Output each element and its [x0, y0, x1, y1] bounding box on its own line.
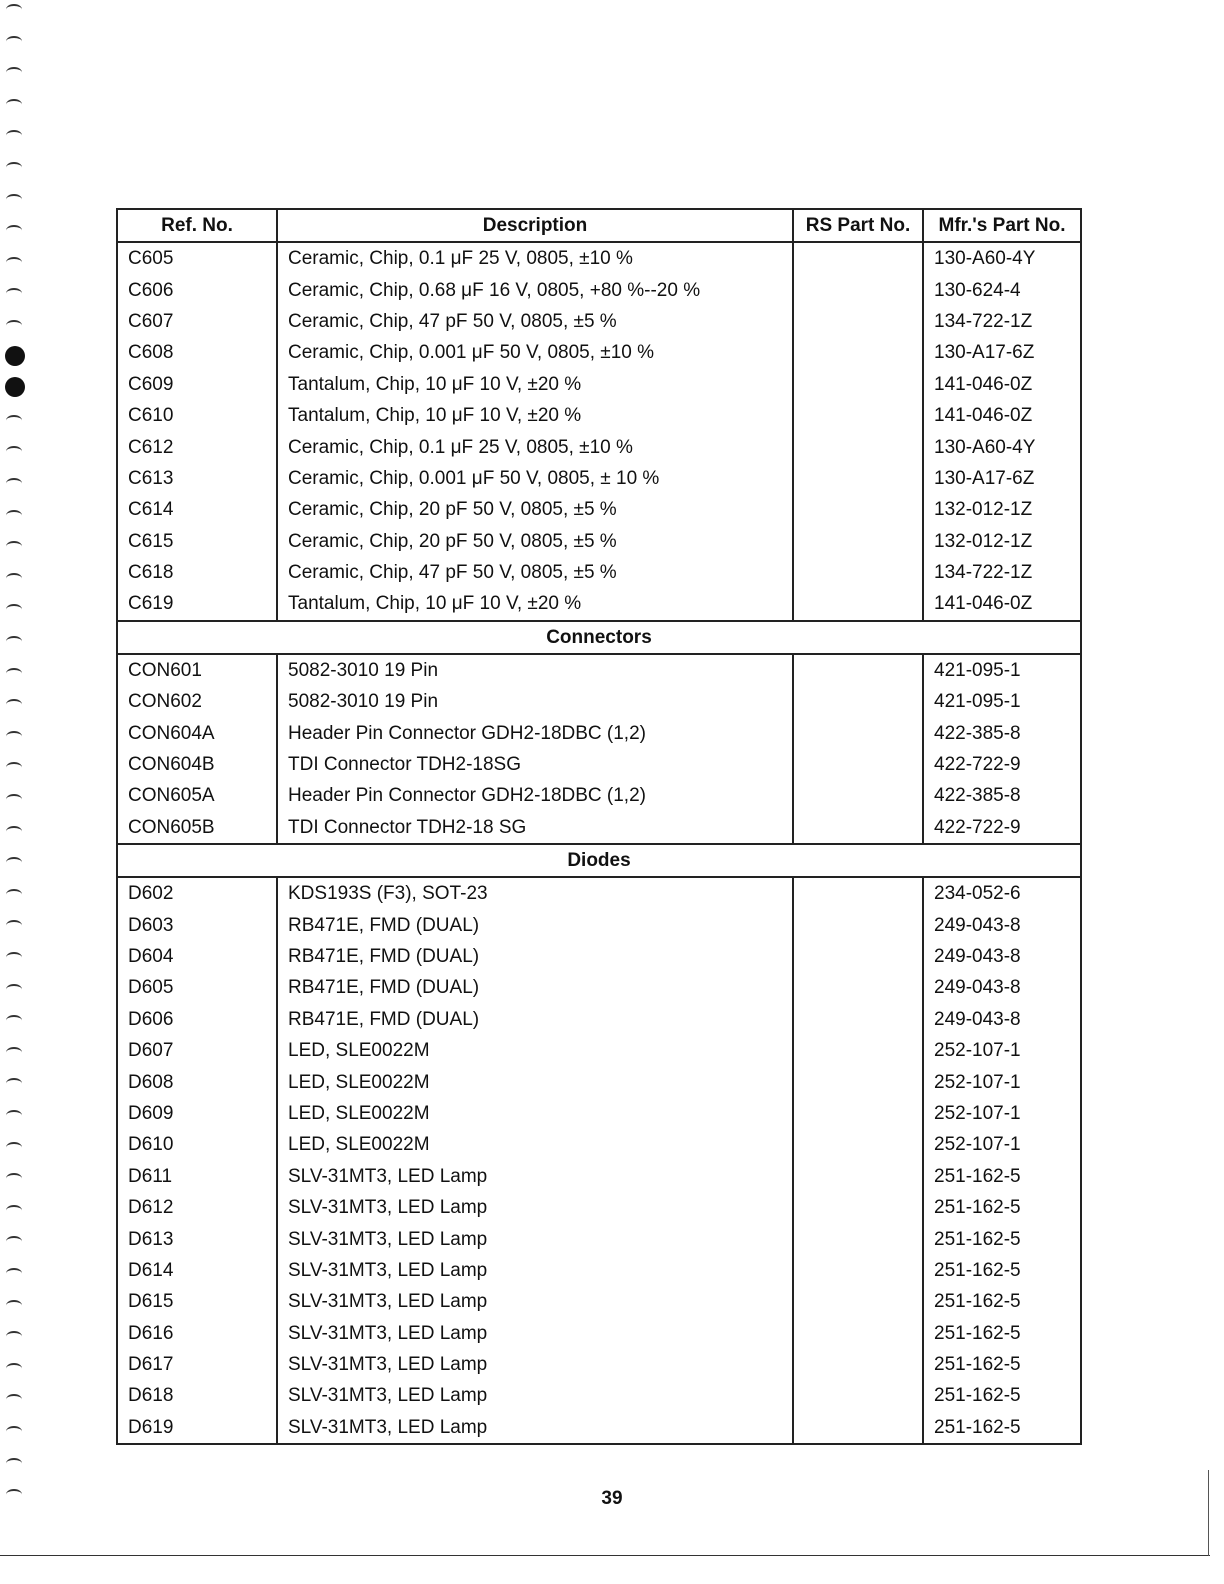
binding-coil [6, 225, 22, 236]
binding-coil [6, 1363, 22, 1374]
ref-no-cell: D615 [117, 1286, 277, 1317]
ref-no-cell: C618 [117, 557, 277, 588]
table-row [117, 1380, 1081, 1411]
mfr-part-no-cell: 249-043-8 [923, 1004, 1081, 1035]
table-row [117, 1286, 1081, 1317]
binding-coil [6, 36, 22, 47]
binding-coil [6, 1268, 22, 1279]
table-row [117, 972, 1081, 1003]
mfr-part-no-cell: 134-722-1Z [923, 557, 1081, 588]
ref-no-cell: D619 [117, 1412, 277, 1444]
rs-part-no-cell [793, 274, 923, 305]
rs-part-no-cell [793, 400, 923, 431]
rs-part-no-cell [793, 1098, 923, 1129]
binding-coil [6, 67, 22, 78]
mfr-part-no-cell: 249-043-8 [923, 941, 1081, 972]
binding-coil [6, 573, 22, 584]
table-row [117, 588, 1081, 620]
ref-no-cell: D602 [117, 877, 277, 909]
table-row [117, 1004, 1081, 1035]
ref-no-cell: CON605A [117, 780, 277, 811]
table-header-row [117, 209, 1081, 242]
mfr-part-no-cell: 421-095-1 [923, 654, 1081, 686]
rs-part-no-cell [793, 1286, 923, 1317]
page-bottom-rule [0, 1555, 1210, 1556]
table-row [117, 1098, 1081, 1129]
parts-list-table [116, 208, 1082, 1445]
binding-coil [6, 920, 22, 931]
description-cell: 5082-3010 19 Pin [277, 686, 793, 717]
description-cell: SLV-31MT3, LED Lamp [277, 1318, 793, 1349]
binding-coil [6, 984, 22, 995]
binding-coil [6, 794, 22, 805]
description-cell: TDI Connector TDH2-18 SG [277, 812, 793, 844]
description-cell: SLV-31MT3, LED Lamp [277, 1349, 793, 1380]
table-row [117, 941, 1081, 972]
rs-part-no-cell [793, 431, 923, 462]
description-cell: LED, SLE0022M [277, 1066, 793, 1097]
binding-coil [6, 415, 22, 426]
table-row [117, 812, 1081, 844]
ref-no-cell: D614 [117, 1255, 277, 1286]
ref-no-cell: C613 [117, 463, 277, 494]
description-cell: Ceramic, Chip, 47 pF 50 V, 0805, ±5 % [277, 306, 793, 337]
table-row [117, 337, 1081, 368]
ref-no-cell: D607 [117, 1035, 277, 1066]
binding-coil [6, 826, 22, 837]
mfr-part-no-cell: 252-107-1 [923, 1098, 1081, 1129]
rs-part-no-cell [793, 780, 923, 811]
column-header-mfr-part-no: Mfr.'s Part No. [923, 209, 1081, 242]
binding-coil [6, 510, 22, 521]
binding-coil [6, 1300, 22, 1311]
binding-punch-hole [5, 377, 25, 397]
binding-coil [6, 1458, 22, 1469]
rs-part-no-cell [793, 1004, 923, 1035]
binding-coil [6, 889, 22, 900]
binding-coil [6, 1426, 22, 1437]
description-cell: Ceramic, Chip, 20 pF 50 V, 0805, ±5 % [277, 494, 793, 525]
binding-coil [6, 257, 22, 268]
mfr-part-no-cell: 251-162-5 [923, 1255, 1081, 1286]
rs-part-no-cell [793, 909, 923, 940]
section-heading-row [117, 621, 1081, 654]
table-row [117, 877, 1081, 909]
binding-coil [6, 99, 22, 110]
description-cell: Ceramic, Chip, 0.001 μF 50 V, 0805, ±10 % [277, 337, 793, 368]
binding-coil [6, 1394, 22, 1405]
binding-coil [6, 1047, 22, 1058]
ref-no-cell: CON601 [117, 654, 277, 686]
description-cell: 5082-3010 19 Pin [277, 654, 793, 686]
ref-no-cell: C610 [117, 400, 277, 431]
ref-no-cell: CON605B [117, 812, 277, 844]
ref-no-cell: D617 [117, 1349, 277, 1380]
rs-part-no-cell [793, 654, 923, 686]
ref-no-cell: D611 [117, 1161, 277, 1192]
table-row [117, 749, 1081, 780]
description-cell: KDS193S (F3), SOT-23 [277, 877, 793, 909]
binding-coil [6, 288, 22, 299]
description-cell: SLV-31MT3, LED Lamp [277, 1380, 793, 1411]
binding-punch-hole [5, 346, 25, 366]
ref-no-cell: D609 [117, 1098, 277, 1129]
description-cell: Ceramic, Chip, 20 pF 50 V, 0805, ±5 % [277, 526, 793, 557]
rs-part-no-cell [793, 1318, 923, 1349]
table-row [117, 909, 1081, 940]
binding-coil [6, 130, 22, 141]
mfr-part-no-cell: 249-043-8 [923, 909, 1081, 940]
rs-part-no-cell [793, 1192, 923, 1223]
table-row [117, 1349, 1081, 1380]
description-cell: Ceramic, Chip, 47 pF 50 V, 0805, ±5 % [277, 557, 793, 588]
description-cell: LED, SLE0022M [277, 1035, 793, 1066]
description-cell: LED, SLE0022M [277, 1098, 793, 1129]
rs-part-no-cell [793, 1255, 923, 1286]
table-row [117, 686, 1081, 717]
binding-coil [6, 478, 22, 489]
rs-part-no-cell [793, 1161, 923, 1192]
description-cell: Header Pin Connector GDH2-18DBC (1,2) [277, 717, 793, 748]
column-header-ref-no: Ref. No. [117, 209, 277, 242]
description-cell: SLV-31MT3, LED Lamp [277, 1161, 793, 1192]
ref-no-cell: D613 [117, 1223, 277, 1254]
ref-no-cell: C607 [117, 306, 277, 337]
ref-no-cell: D610 [117, 1129, 277, 1160]
table-row [117, 654, 1081, 686]
ref-no-cell: D616 [117, 1318, 277, 1349]
description-cell: RB471E, FMD (DUAL) [277, 1004, 793, 1035]
ref-no-cell: C606 [117, 274, 277, 305]
ref-no-cell: D605 [117, 972, 277, 1003]
table-row [117, 1129, 1081, 1160]
description-cell: Tantalum, Chip, 10 μF 10 V, ±20 % [277, 588, 793, 620]
binding-coil [6, 162, 22, 173]
ref-no-cell: CON604B [117, 749, 277, 780]
column-header-rs-part-no: RS Part No. [793, 209, 923, 242]
rs-part-no-cell [793, 812, 923, 844]
description-cell: SLV-31MT3, LED Lamp [277, 1192, 793, 1223]
rs-part-no-cell [793, 557, 923, 588]
binding-coil [6, 731, 22, 742]
description-cell: SLV-31MT3, LED Lamp [277, 1255, 793, 1286]
binding-coil [6, 1173, 22, 1184]
description-cell: Tantalum, Chip, 10 μF 10 V, ±20 % [277, 369, 793, 400]
table-body [117, 242, 1081, 1444]
ref-no-cell: C619 [117, 588, 277, 620]
table-row [117, 1066, 1081, 1097]
rs-part-no-cell [793, 717, 923, 748]
rs-part-no-cell [793, 749, 923, 780]
ref-no-cell: C615 [117, 526, 277, 557]
binding-coil [6, 1078, 22, 1089]
description-cell: Ceramic, Chip, 0.68 μF 16 V, 0805, +80 %--20 % [277, 274, 793, 305]
binding-coil [6, 1205, 22, 1216]
rs-part-no-cell [793, 588, 923, 620]
mfr-part-no-cell: 130-A17-6Z [923, 337, 1081, 368]
rs-part-no-cell [793, 972, 923, 1003]
table-row [117, 557, 1081, 588]
rs-part-no-cell [793, 306, 923, 337]
ref-no-cell: CON604A [117, 717, 277, 748]
mfr-part-no-cell: 132-012-1Z [923, 526, 1081, 557]
table-row [117, 1318, 1081, 1349]
binding-coil [6, 541, 22, 552]
table-row [117, 1412, 1081, 1444]
ref-no-cell: CON602 [117, 686, 277, 717]
description-cell: Ceramic, Chip, 0.001 μF 50 V, 0805, ± 10 % [277, 463, 793, 494]
table-row [117, 400, 1081, 431]
description-cell: RB471E, FMD (DUAL) [277, 972, 793, 1003]
description-cell: RB471E, FMD (DUAL) [277, 941, 793, 972]
rs-part-no-cell [793, 877, 923, 909]
mfr-part-no-cell: 251-162-5 [923, 1380, 1081, 1411]
description-cell: SLV-31MT3, LED Lamp [277, 1412, 793, 1444]
description-cell: Ceramic, Chip, 0.1 μF 25 V, 0805, ±10 % [277, 431, 793, 462]
description-cell: SLV-31MT3, LED Lamp [277, 1286, 793, 1317]
mfr-part-no-cell: 252-107-1 [923, 1066, 1081, 1097]
description-cell: RB471E, FMD (DUAL) [277, 909, 793, 940]
rs-part-no-cell [793, 1412, 923, 1444]
binding-coil [6, 636, 22, 647]
description-cell: TDI Connector TDH2-18SG [277, 749, 793, 780]
binding-coil [6, 4, 22, 15]
mfr-part-no-cell: 249-043-8 [923, 972, 1081, 1003]
rs-part-no-cell [793, 463, 923, 494]
table-row [117, 274, 1081, 305]
mfr-part-no-cell: 251-162-5 [923, 1412, 1081, 1444]
table-row [117, 1223, 1081, 1254]
ref-no-cell: C614 [117, 494, 277, 525]
mfr-part-no-cell: 252-107-1 [923, 1035, 1081, 1066]
table-row [117, 1255, 1081, 1286]
description-cell: LED, SLE0022M [277, 1129, 793, 1160]
mfr-part-no-cell: 141-046-0Z [923, 369, 1081, 400]
binding-coil [6, 1142, 22, 1153]
table-row [117, 780, 1081, 811]
table-row [117, 526, 1081, 557]
mfr-part-no-cell: 251-162-5 [923, 1286, 1081, 1317]
table-row [117, 717, 1081, 748]
table-row [117, 242, 1081, 274]
ref-no-cell: D603 [117, 909, 277, 940]
rs-part-no-cell [793, 1129, 923, 1160]
binding-coil [6, 194, 22, 205]
mfr-part-no-cell: 421-095-1 [923, 686, 1081, 717]
ref-no-cell: C608 [117, 337, 277, 368]
rs-part-no-cell [793, 369, 923, 400]
mfr-part-no-cell: 251-162-5 [923, 1223, 1081, 1254]
binding-coil [6, 857, 22, 868]
section-heading: Connectors [117, 621, 1081, 654]
rs-part-no-cell [793, 242, 923, 274]
mfr-part-no-cell: 251-162-5 [923, 1161, 1081, 1192]
rs-part-no-cell [793, 526, 923, 557]
binding-coil [6, 699, 22, 710]
rs-part-no-cell [793, 1380, 923, 1411]
ref-no-cell: C612 [117, 431, 277, 462]
rs-part-no-cell [793, 941, 923, 972]
table-row [117, 431, 1081, 462]
mfr-part-no-cell: 130-624-4 [923, 274, 1081, 305]
mfr-part-no-cell: 141-046-0Z [923, 400, 1081, 431]
binding-coil [6, 446, 22, 457]
mfr-part-no-cell: 234-052-6 [923, 877, 1081, 909]
ref-no-cell: D604 [117, 941, 277, 972]
table-row [117, 1192, 1081, 1223]
binding-coil [6, 1236, 22, 1247]
mfr-part-no-cell: 251-162-5 [923, 1349, 1081, 1380]
mfr-part-no-cell: 422-385-8 [923, 717, 1081, 748]
mfr-part-no-cell: 134-722-1Z [923, 306, 1081, 337]
binding-coil [6, 320, 22, 331]
section-heading-row [117, 844, 1081, 877]
mfr-part-no-cell: 130-A17-6Z [923, 463, 1081, 494]
rs-part-no-cell [793, 494, 923, 525]
rs-part-no-cell [793, 1066, 923, 1097]
page-number: 39 [601, 1488, 623, 1509]
page-right-edge-rule [1208, 1470, 1209, 1556]
rs-part-no-cell [793, 686, 923, 717]
binding-coil [6, 1331, 22, 1342]
description-cell: Header Pin Connector GDH2-18DBC (1,2) [277, 780, 793, 811]
table-row [117, 1035, 1081, 1066]
spiral-binding-edge [0, 0, 34, 1584]
binding-coil [6, 952, 22, 963]
mfr-part-no-cell: 251-162-5 [923, 1318, 1081, 1349]
table-row [117, 463, 1081, 494]
column-header-description: Description [277, 209, 793, 242]
mfr-part-no-cell: 130-A60-4Y [923, 431, 1081, 462]
rs-part-no-cell [793, 1035, 923, 1066]
table-row [117, 306, 1081, 337]
ref-no-cell: D606 [117, 1004, 277, 1035]
binding-coil [6, 762, 22, 773]
rs-part-no-cell [793, 1223, 923, 1254]
binding-coil [6, 1110, 22, 1121]
section-heading: Diodes [117, 844, 1081, 877]
description-cell: Tantalum, Chip, 10 μF 10 V, ±20 % [277, 400, 793, 431]
mfr-part-no-cell: 141-046-0Z [923, 588, 1081, 620]
mfr-part-no-cell: 251-162-5 [923, 1192, 1081, 1223]
mfr-part-no-cell: 132-012-1Z [923, 494, 1081, 525]
ref-no-cell: C605 [117, 242, 277, 274]
mfr-part-no-cell: 130-A60-4Y [923, 242, 1081, 274]
binding-coil [6, 1015, 22, 1026]
mfr-part-no-cell: 422-722-9 [923, 749, 1081, 780]
description-cell: SLV-31MT3, LED Lamp [277, 1223, 793, 1254]
table-row [117, 1161, 1081, 1192]
ref-no-cell: D612 [117, 1192, 277, 1223]
mfr-part-no-cell: 422-722-9 [923, 812, 1081, 844]
table-row [117, 494, 1081, 525]
binding-coil [6, 604, 22, 615]
description-cell: Ceramic, Chip, 0.1 μF 25 V, 0805, ±10 % [277, 242, 793, 274]
binding-coil [6, 668, 22, 679]
mfr-part-no-cell: 422-385-8 [923, 780, 1081, 811]
mfr-part-no-cell: 252-107-1 [923, 1129, 1081, 1160]
ref-no-cell: D618 [117, 1380, 277, 1411]
table-row [117, 369, 1081, 400]
rs-part-no-cell [793, 1349, 923, 1380]
ref-no-cell: D608 [117, 1066, 277, 1097]
ref-no-cell: C609 [117, 369, 277, 400]
rs-part-no-cell [793, 337, 923, 368]
